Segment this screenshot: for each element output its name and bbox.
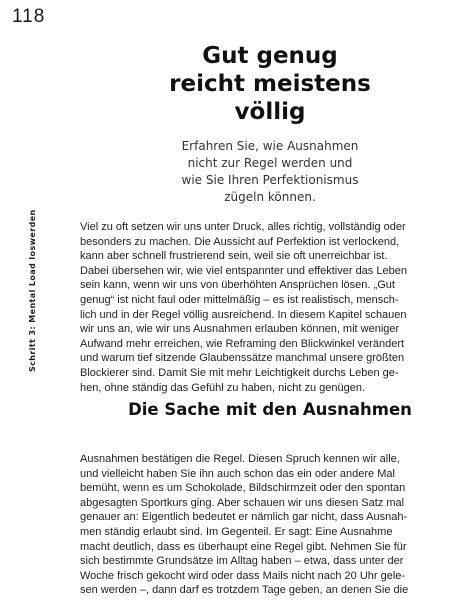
text-line: abgesagten Sportkurs ging. Aber schauen wir uns diesen Satz mal	[80, 496, 405, 509]
text-line: besonders zu machen. Die Aussicht auf Perfektion ist verlockend,	[80, 235, 400, 248]
text-line: Aufwand mehr erreichen, wie Reframing den Blickwinkel verändert	[80, 337, 405, 350]
text-line: Ausnahmen bestätigen die Regel. Diesen Spruch kennen wir alle,	[80, 453, 400, 465]
text-line: genauer an: Eigentlich bedeutet er nämlich gar nicht, dass Ausnah-	[80, 511, 408, 524]
text-line: Viel zu oft setzen wir uns unter Druck, alles richtig, vollständig oder	[80, 221, 406, 233]
text-line: wir uns an, wie wir uns Ausnahmen erlauben können, mit weniger	[80, 323, 400, 336]
text-line: sich bestimmte Grundsätze im Alltag haben – etwa, dass unter der	[80, 555, 404, 568]
running-section-label: Schritt 3: Mental Load loswerden	[28, 209, 37, 372]
text-line: und vielleicht haben Sie ihn auch schon das ein oder andere Mal	[80, 467, 395, 480]
chapter-title-line: Gut genug	[202, 43, 338, 69]
subtitle-line: wie Sie Ihren Perfektionismus	[181, 173, 359, 187]
text-line: genug“ ist nicht faul oder mittelmäßig – es ist realistisch, mensch-	[80, 293, 399, 306]
text-line: bemüht, wenn es um Schokolade, Bildschirmzeit oder den spontan	[80, 482, 406, 495]
section-paragraph	[80, 452, 460, 598]
text-line: Dabei übersehen wir, wie viel entspannter und effektiver das Leben	[80, 264, 407, 277]
text-line: men ständig erlaubt sind. Im Gegenteil. Er sagt: Eine Ausnahme	[80, 525, 393, 538]
subtitle-line: Erfahren Sie, wie Ausnahmen	[181, 139, 359, 153]
chapter-title	[100, 42, 440, 126]
text-line: lich und in der Regel völlig ausreichend. In diesem Kapitel schauen	[80, 308, 407, 321]
text-line: Woche frisch gekocht wird oder dass Mails nicht nach 20 Uhr gele-	[80, 569, 406, 582]
intro-paragraph	[80, 220, 460, 395]
text-line: und warum tief sitzende Glaubenssätze manchmal unsere größten	[80, 352, 405, 365]
text-line: macht deutlich, dass es überhaupt eine Regel gibt. Nehmen Sie für	[80, 540, 407, 553]
chapter-title-line: reicht meistens	[169, 71, 371, 97]
text-line: sen werden –, dann darf es trotzdem Tage geben, an denen Sie die	[80, 584, 409, 597]
text-line: Blockierer sind. Damit Sie mit mehr Leichtigkeit durchs Leben ge-	[80, 366, 399, 379]
text-line: sein kann, wenn wir uns von überhöhten Ansprüchen lösen. „Gut	[80, 279, 395, 292]
page-number: 118	[12, 6, 46, 27]
text-line: kann aber schnell frustrierend sein, weil sie oft unerreichbar ist.	[80, 250, 388, 263]
section-heading: Die Sache mit den Ausnahmen	[128, 400, 412, 419]
text-line: hen, ohne ständig das Gefühl zu haben, nicht zu genügen.	[80, 381, 365, 394]
subtitle-line: nicht zur Regel werden und	[187, 156, 353, 170]
chapter-subtitle	[100, 138, 440, 206]
chapter-title-line: völlig	[234, 99, 306, 125]
subtitle-line: zügeln können.	[224, 190, 316, 204]
